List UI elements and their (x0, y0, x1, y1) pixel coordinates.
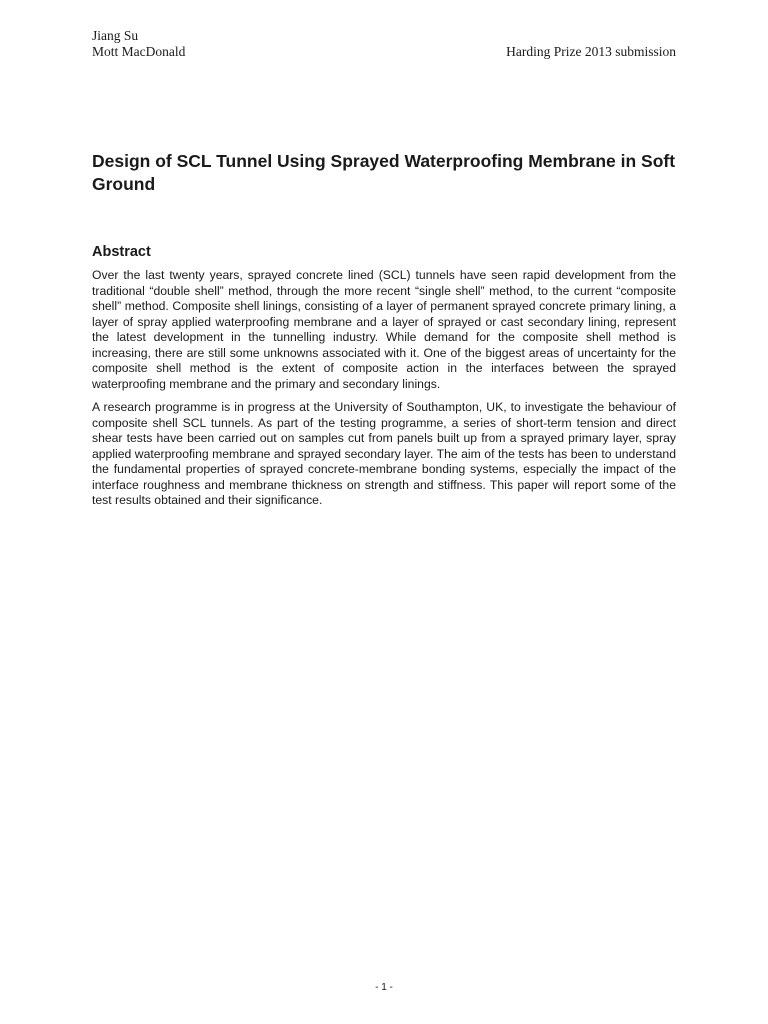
author-name: Jiang Su (92, 28, 139, 43)
abstract-paragraph: Over the last twenty years, sprayed concrete lined (SCL) tunnels have seen rapid development from the traditional “double shell” method, through the more recent “single shell” method, to the current “composite shell” method. Composite shell linings, consisting of a layer of permanent sprayed concrete primary lining, a layer of spray applied waterproofing membrane and a layer of sprayed or cast secondary lining, represent the latest development in the tunnelling industry. While demand for the composite shell method is increasing, there are still some unknowns associated with it. One of the biggest areas of uncertainty for the composite shell method is the extent of composite action in the interfaces between the sprayed waterproofing membrane and the primary and secondary linings. (92, 268, 676, 391)
abstract-paragraph: A research programme is in progress at the University of Southampton, UK, to investigate the behaviour of composite shell SCL tunnels. As part of the testing programme, a series of short-term tension and direct shear tests have been carried out on samples cut from panels built up from a sprayed primary layer, spray applied waterproofing membrane and sprayed secondary layer. The aim of the tests has been to understand the fundamental properties of sprayed concrete-membrane bonding systems, especially the impact of the interface roughness and membrane thickness on strength and stiffness. This paper will report some of the test results obtained and their significance. (92, 400, 676, 507)
page-number: - 1 - (375, 982, 393, 993)
paper-title: Design of SCL Tunnel Using Sprayed Waterproofing Membrane in Soft Ground (92, 151, 676, 194)
author-block (92, 28, 185, 60)
abstract-body (92, 268, 676, 517)
submission-label: Harding Prize 2013 submission (506, 44, 676, 59)
organisation-name: Mott MacDonald (92, 44, 186, 59)
abstract-heading: Abstract (92, 244, 151, 260)
